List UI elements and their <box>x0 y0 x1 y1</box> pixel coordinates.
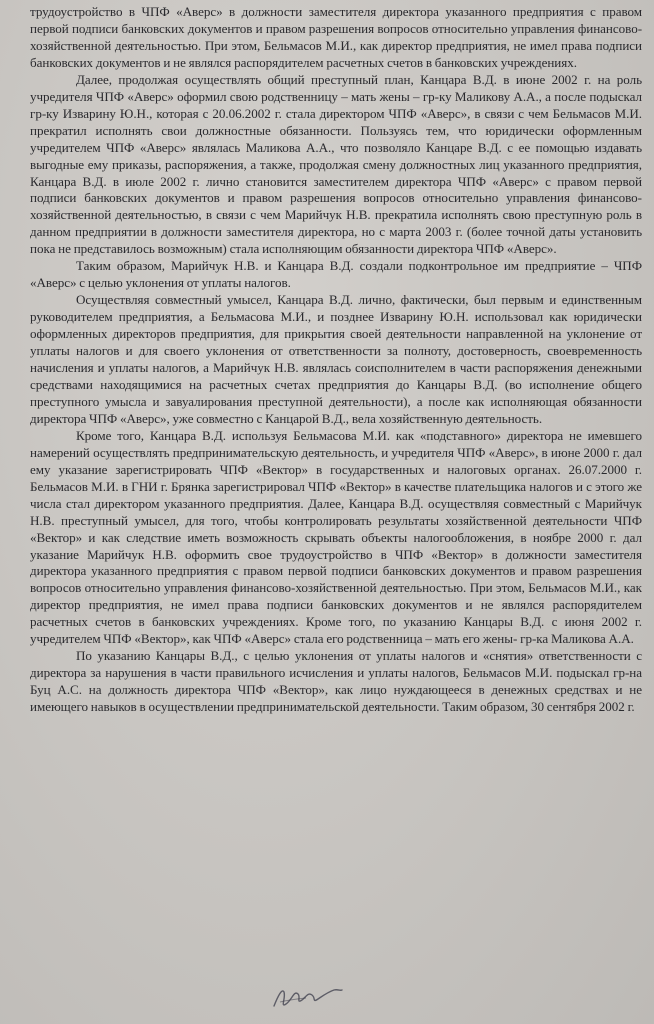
paragraph-4: Осуществляя совместный умысел, Канцара В.Д. лично, фактически, был первым и единственным руководителем предприятия, а Бельмасова М.И., и позднее Изварину Ю.Н. использовал как юридически оформленных директоров предприятия, для прикрытия своей деятельности направленной на уклонение от уплаты налогов и для своего уклонения от ответственности за полноту, достоверность, своевременность начисления и уплаты налогов, а Марийчук Н.В. являлась соисполнителем в части распоряжения денежными средствами находящимися на расчетных счетах предприятия до Канцары В.Д. (во исполнение общего преступного умысла и завуалирования преступной деятельности), а после как исполняющая обязанности директора ЧПФ «Аверс», уже совместно с Канцарой В.Д., вела хозяйственную деятельность. <box>30 292 642 426</box>
paragraph-2: Далее, продолжая осуществлять общий преступный план, Канцара В.Д. в июне 2002 г. на роль учредителя ЧПФ «Аверс» оформил свою родственницу – мать жены – гр-ку Маликову А.А., а после подыскал гр-ку Изварину Ю.Н., которая с 20.06.2002 г. стала директором ЧПФ «Аверс», в связи с чем Бельмасов М.И. прекратил исполнять свои должностные обязанности. Пользуясь тем, что юридически оформленным учредителем ЧПФ «Аверс» являлась Маликова А.А., что позволяло Канцаре В.Д. с ее помощью издавать выгодные ему приказы, распоряжения, а также, продолжая смену должностных лиц указанного предприятия, Канцара В.Д. в июле 2002 г. лично становится заместителем директора ЧПФ «Аверс» с правом первой подписи банковских документов и правом разрешения вопросов относительно управления финансово-хозяйственной деятельностью, в связи с чем Марийчук Н.В. прекратила исполнять свою преступную роль в данном предприятии в должности заместителя директора, но с марта 2003 г. (более точной даты установить пока не представилось возможным) стала исполняющим обязанности директора ЧПФ «Аверс». <box>30 71 642 257</box>
paragraph-6: По указанию Канцары В.Д., с целью уклонения от уплаты налогов и «снятия» ответственности с директора за нарушения в части правильного исчисления и уплаты налогов, Бельмасов М.И. подыскал гр-на Буц А.С. на должность директора ЧПФ «Вектор», как лицо нуждающееся в денежных средствах и не имеющего навыков в осуществлении предпринимательской деятельности. Таким образом, 30 сентября 2002 г. <box>30 648 642 715</box>
paragraph-5: Кроме того, Канцара В.Д. используя Бельмасова М.И. как «подставного» директора не имевшего намерений осуществлять предпринимательскую деятельность, и учредителя ЧПФ «Аверс», в июне 2000 г. дал ему указание зарегистрировать ЧПФ «Вектор» в государственных и налоговых органах. 26.07.2000 г. Бельмасов М.И. в ГНИ г. Брянка зарегистрировал ЧПФ «Вектор» в качестве плательщика налогов и с этого же числа стал директором указанного предприятия. Далее, Канцара В.Д. осуществляя совместный с Марийчук Н.В. преступный умысел, для того, чтобы контролировать результаты хозяйственной деятельности ЧПФ «Вектор» и как следствие иметь возможность скрывать объекты налогообложения, в ноябре 2000 г. дал указание Марийчук Н.В. оформить свое трудоустройство в ЧПФ «Вектор» в должности заместителя директора указанного предприятия с правом первой подписи банковских документов и правом разрешения вопросов относительно управления финансово-хозяйственной деятельностью. При этом, Бельмасов М.И., как директор предприятия, не имел права подписи банковских документов и не являлся распорядителем расчетных счетов в банковских учреждениях. Кроме того, по указанию Канцары В.Д. с июня 2002 г. учредителем ЧПФ «Вектор», как ЧПФ «Аверс» стала его родственница – мать его жены- гр-ка Маликова А.А. <box>30 427 642 647</box>
document-body <box>30 4 642 716</box>
paragraph-3: Таким образом, Марийчук Н.В. и Канцара В.Д. создали подконтрольное им предприятие – ЧПФ «Аверс» с целью уклонения от уплаты налогов. <box>30 258 642 291</box>
handwritten-signature <box>266 978 346 1014</box>
signature-icon <box>266 978 346 1014</box>
paragraph-1: трудоустройство в ЧПФ «Аверс» в должности заместителя директора указанного предприятия с правом первой подписи банковских документов и правом разрешения вопросов относительно управления финансово-хозяйственной деятельностью. При этом, Бельмасов М.И., как директор предприятия, не имел права подписи банковских документов и не являлся распорядителем расчетных счетов в банковских учреждениях. <box>30 4 642 70</box>
